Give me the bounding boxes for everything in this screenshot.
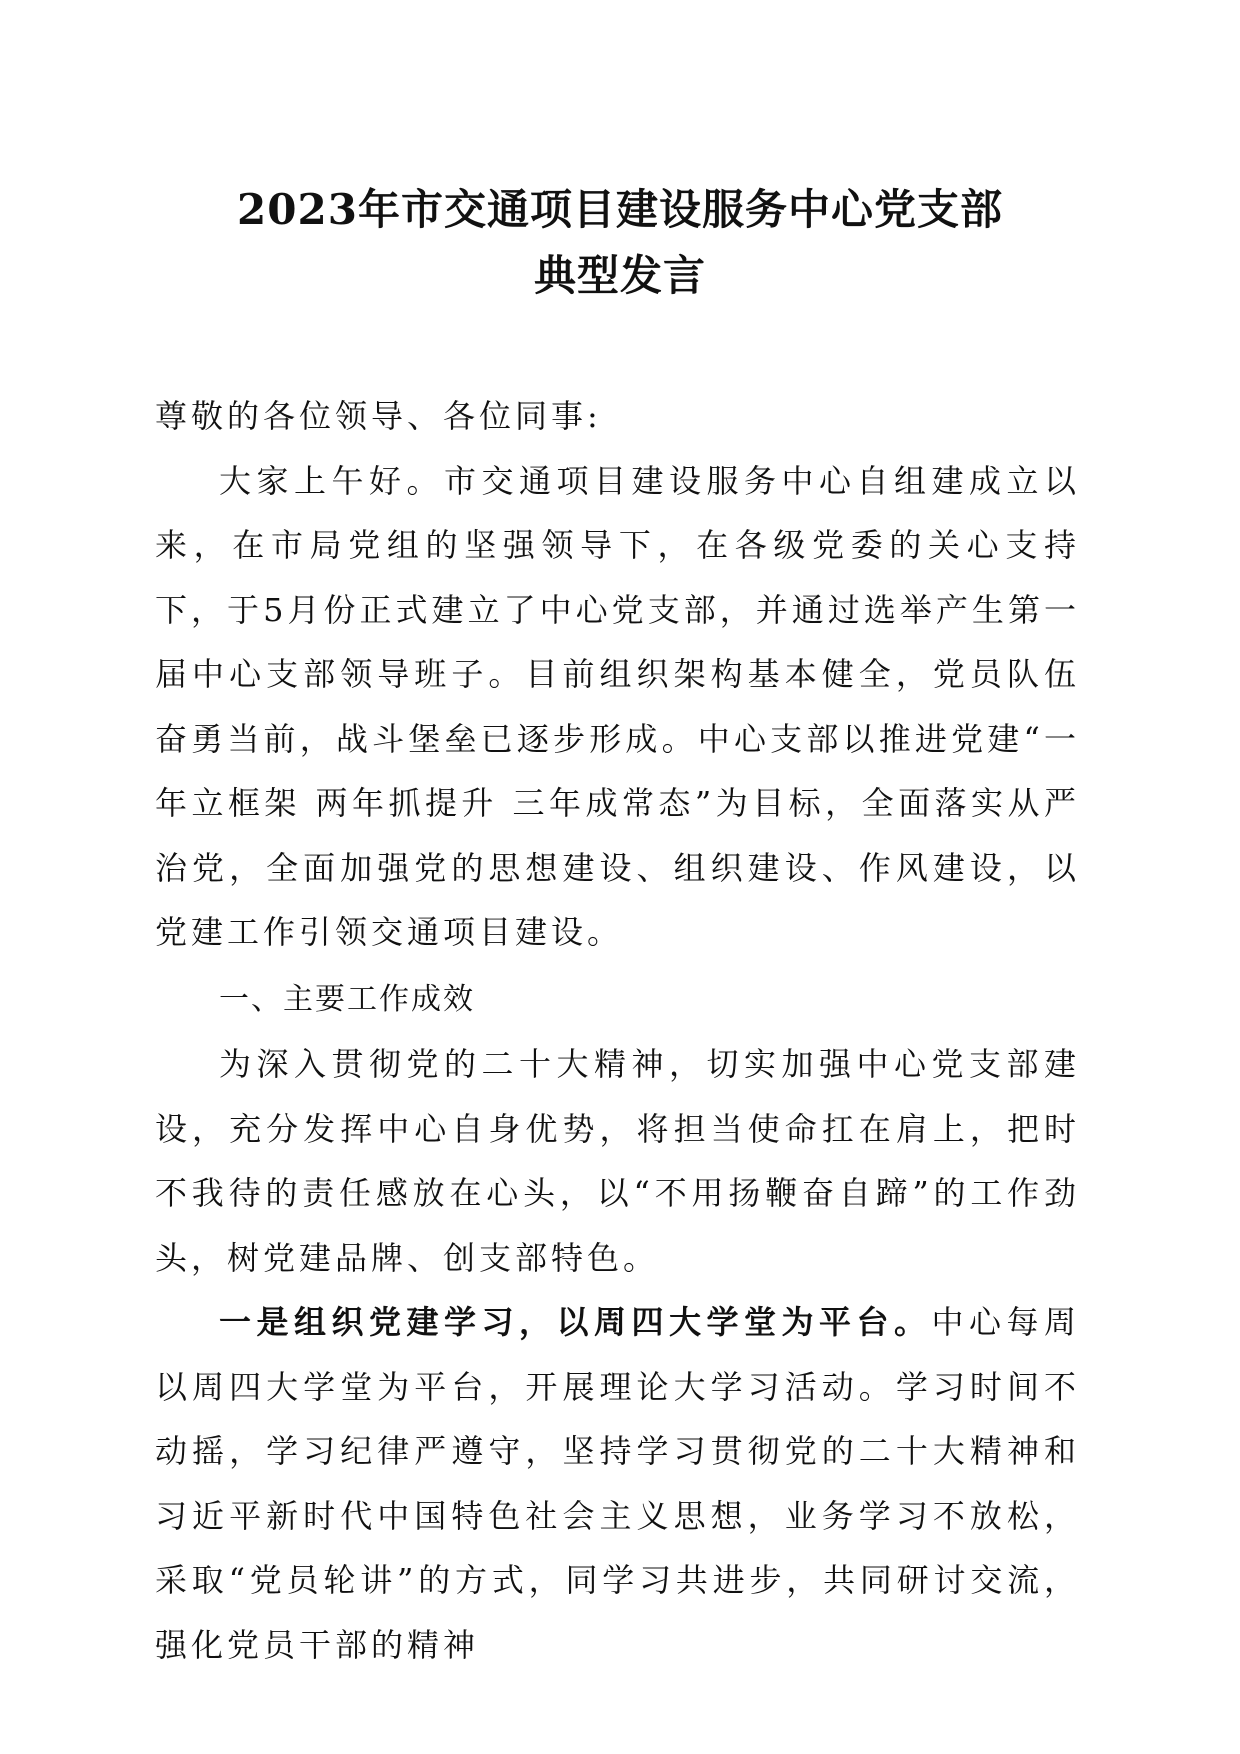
document-title-line-1: 2023年市交通项目建设服务中心党支部 (237, 185, 1003, 234)
opening-paragraph: 大家上午好。市交通项目建设服务中心自组建成立以来，在市局党组的坚强领导下，在各级党委的关心支持下，于5月份正式建立了中心党支部，并通过选举产生第一届中心支部领导班子。目前组织架构基本健全，党员队伍奋勇当前，战斗堡垒已逐步形成。中心支部以推进党建“一年立框架 两年抓提升 三年成常态”为目标，全面落实从严治党，全面加强党的思想建设、组织建设、作风建设，以党建工作引领交通项目建设。 (155, 461, 1080, 951)
achievements-intro-text: 为深入贯彻党的二十大精神，切实加强中心党支部建设，充分发挥中心自身优势，将担当使命扛在肩上，把时不我待的责任感放在心头，以“不用扬鞭奋自蹄”的工作劲头，树党建品牌、创支部特色。 (155, 1045, 1080, 1277)
section-heading-main-achievements: 一、主要工作成效 (219, 981, 475, 1017)
study-paragraph-text: 中心每周以周四大学堂为平台，开展理论大学习活动。学习时间不动摇，学习纪律严遵守，坚持学习贯彻党的二十大精神和习近平新时代中国特色社会主义思想，业务学习不放松，采取“党员轮讲”的方式，同学习共进步，共同研讨交流，强化党员干部的精神 (155, 1303, 1080, 1664)
study-paragraph (155, 1290, 1080, 1677)
document-title-line-2: 典型发言 (533, 251, 706, 300)
study-paragraph-lead: 一是组织党建学习，以周四大学堂为平台。 (219, 1303, 932, 1341)
achievements-intro-paragraph (155, 1032, 1080, 1290)
salutation: 尊敬的各位领导、各位同事: (155, 397, 602, 435)
document-body (155, 384, 1080, 1677)
